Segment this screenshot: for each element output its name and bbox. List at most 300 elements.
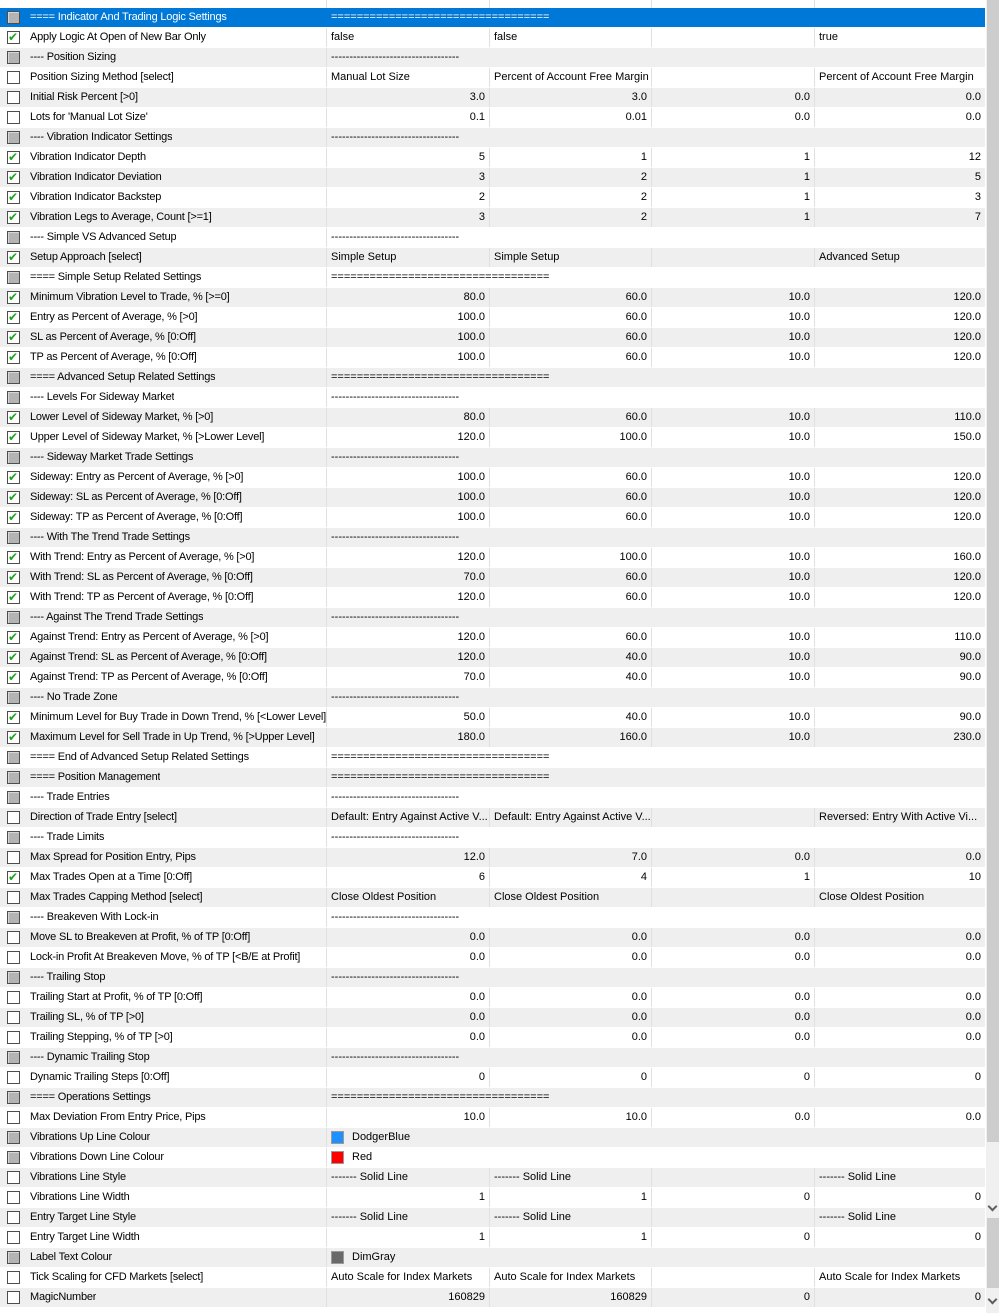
param-row[interactable]: [0, 1128, 985, 1148]
param-row[interactable]: [0, 968, 985, 988]
stop-cell[interactable]: 0: [974, 1071, 981, 1083]
param-row[interactable]: [0, 148, 985, 168]
step-cell[interactable]: 10.0: [652, 588, 815, 607]
value-cell[interactable]: 80.0: [327, 288, 490, 307]
checkbox-section-icon[interactable]: [7, 971, 20, 984]
step-cell[interactable]: 10.0: [652, 628, 815, 647]
step-cell[interactable]: 0.0: [652, 108, 815, 127]
separator-value-cell[interactable]: -----------------------------------: [331, 971, 460, 983]
param-row[interactable]: [0, 708, 985, 728]
value-cell[interactable]: 50.0: [327, 708, 490, 727]
checkbox-checked-icon[interactable]: [7, 351, 20, 364]
param-row[interactable]: [0, 48, 985, 68]
param-row[interactable]: [0, 688, 985, 708]
value-cell[interactable]: Simple Setup: [327, 248, 490, 267]
stop-cell[interactable]: ------- Solid Line: [819, 1211, 897, 1223]
colour-value-cell[interactable]: [327, 1248, 985, 1267]
value-cell[interactable]: 12.0: [327, 848, 490, 867]
start-cell[interactable]: 40.0: [490, 708, 652, 727]
stop-cell[interactable]: 120.0: [953, 471, 981, 483]
start-cell[interactable]: 0.0: [490, 988, 652, 1007]
param-row[interactable]: [0, 268, 985, 288]
step-cell[interactable]: 10.0: [652, 428, 815, 447]
checkbox-unchecked-icon[interactable]: [7, 1211, 20, 1224]
param-row[interactable]: [0, 648, 985, 668]
separator-value-cell[interactable]: ==================================: [331, 1091, 550, 1103]
stop-cell[interactable]: 90.0: [959, 651, 981, 663]
checkbox-unchecked-icon[interactable]: [7, 111, 20, 124]
step-cell[interactable]: 10.0: [652, 348, 815, 367]
checkbox-unchecked-icon[interactable]: [7, 71, 20, 84]
separator-value-cell[interactable]: -----------------------------------: [331, 231, 460, 243]
checkbox-section-icon[interactable]: [7, 831, 20, 844]
checkbox-section-icon[interactable]: [7, 791, 20, 804]
colour-value-cell[interactable]: [327, 1148, 985, 1167]
value-cell[interactable]: 160829: [327, 1288, 490, 1307]
start-cell[interactable]: 0: [490, 1068, 652, 1087]
stop-cell[interactable]: 120.0: [953, 291, 981, 303]
param-row[interactable]: [0, 668, 985, 688]
checkbox-unchecked-icon[interactable]: [7, 851, 20, 864]
param-row[interactable]: [0, 868, 985, 888]
stop-cell[interactable]: Auto Scale for Index Markets: [819, 1271, 961, 1283]
param-row[interactable]: [0, 468, 985, 488]
value-cell[interactable]: 100.0: [327, 328, 490, 347]
separator-value-cell[interactable]: -----------------------------------: [331, 451, 460, 463]
start-cell[interactable]: 60.0: [490, 348, 652, 367]
start-cell[interactable]: 0.0: [490, 1008, 652, 1027]
value-cell[interactable]: 2: [327, 188, 490, 207]
param-row[interactable]: [0, 908, 985, 928]
checkbox-unchecked-icon[interactable]: [7, 891, 20, 904]
colour-value-cell[interactable]: [327, 1128, 985, 1147]
checkbox-checked-icon[interactable]: [7, 491, 20, 504]
separator-value-cell[interactable]: -----------------------------------: [331, 791, 460, 803]
step-cell[interactable]: 0.0: [652, 848, 815, 867]
stop-cell[interactable]: 0.0: [965, 991, 981, 1003]
checkbox-checked-icon[interactable]: [7, 551, 20, 564]
checkbox-section-icon[interactable]: [7, 271, 20, 284]
start-cell[interactable]: 60.0: [490, 628, 652, 647]
checkbox-checked-icon[interactable]: [7, 151, 20, 164]
stop-cell[interactable]: 0.0: [965, 951, 981, 963]
start-cell[interactable]: 7.0: [490, 848, 652, 867]
checkbox-checked-icon[interactable]: [7, 871, 20, 884]
separator-value-cell[interactable]: -----------------------------------: [331, 1051, 460, 1063]
stop-cell[interactable]: 12: [968, 151, 981, 163]
step-cell[interactable]: 1: [652, 188, 815, 207]
param-row[interactable]: [0, 1268, 985, 1288]
start-cell[interactable]: 100.0: [490, 548, 652, 567]
stop-cell[interactable]: 0.0: [965, 931, 981, 943]
param-row[interactable]: [0, 1188, 985, 1208]
stop-cell[interactable]: 90.0: [959, 671, 981, 683]
stop-cell[interactable]: 0: [974, 1231, 981, 1243]
stop-cell[interactable]: 7: [974, 211, 981, 223]
param-row[interactable]: [0, 1148, 985, 1168]
checkbox-section-icon[interactable]: [7, 1251, 20, 1264]
checkbox-section-icon[interactable]: [7, 131, 20, 144]
separator-value-cell[interactable]: -----------------------------------: [331, 531, 460, 543]
stop-cell[interactable]: 0.0: [965, 1011, 981, 1023]
start-cell[interactable]: 2: [490, 208, 652, 227]
value-cell[interactable]: 120.0: [327, 428, 490, 447]
separator-value-cell[interactable]: ==================================: [331, 271, 550, 283]
stop-cell[interactable]: 0.0: [965, 851, 981, 863]
step-cell[interactable]: 10.0: [652, 668, 815, 687]
value-cell[interactable]: 3: [327, 208, 490, 227]
start-cell[interactable]: 4: [490, 868, 652, 887]
start-cell[interactable]: 60.0: [490, 308, 652, 327]
start-cell[interactable]: 1: [490, 148, 652, 167]
separator-value-cell[interactable]: -----------------------------------: [331, 831, 460, 843]
checkbox-unchecked-icon[interactable]: [7, 1031, 20, 1044]
checkbox-checked-icon[interactable]: [7, 731, 20, 744]
value-cell[interactable]: 0.0: [327, 1008, 490, 1027]
param-row[interactable]: [0, 608, 985, 628]
start-cell[interactable]: 40.0: [490, 648, 652, 667]
step-cell[interactable]: 0.0: [652, 928, 815, 947]
param-row[interactable]: [0, 288, 985, 308]
step-cell[interactable]: [652, 888, 815, 907]
param-row[interactable]: [0, 1008, 985, 1028]
step-cell[interactable]: 10.0: [652, 488, 815, 507]
step-cell[interactable]: 10.0: [652, 548, 815, 567]
step-cell[interactable]: 0: [652, 1188, 815, 1207]
checkbox-unchecked-icon[interactable]: [7, 1011, 20, 1024]
separator-value-cell[interactable]: ==================================: [331, 751, 550, 763]
stop-cell[interactable]: Advanced Setup: [819, 251, 900, 263]
checkbox-checked-icon[interactable]: [7, 171, 20, 184]
start-cell[interactable]: 40.0: [490, 668, 652, 687]
param-row[interactable]: [0, 728, 985, 748]
param-row[interactable]: [0, 368, 985, 388]
param-row[interactable]: [0, 228, 985, 248]
step-cell[interactable]: [652, 28, 815, 47]
stop-cell[interactable]: 120.0: [953, 351, 981, 363]
value-cell[interactable]: 120.0: [327, 628, 490, 647]
start-cell[interactable]: 60.0: [490, 408, 652, 427]
checkbox-section-icon[interactable]: [7, 1131, 20, 1144]
stop-cell[interactable]: 110.0: [954, 411, 981, 423]
separator-value-cell[interactable]: -----------------------------------: [331, 51, 460, 63]
step-cell[interactable]: 0.0: [652, 88, 815, 107]
start-cell[interactable]: Auto Scale for Index Markets: [490, 1268, 652, 1287]
start-cell[interactable]: 60.0: [490, 288, 652, 307]
start-cell[interactable]: Default: Entry Against Active V...: [490, 808, 652, 827]
step-cell[interactable]: 10.0: [652, 328, 815, 347]
stop-cell[interactable]: 120.0: [953, 311, 981, 323]
value-cell[interactable]: 70.0: [327, 668, 490, 687]
separator-value-cell[interactable]: -----------------------------------: [331, 391, 460, 403]
start-cell[interactable]: 160829: [490, 1288, 652, 1307]
param-row[interactable]: [0, 588, 985, 608]
start-cell[interactable]: 2: [490, 188, 652, 207]
value-cell[interactable]: 180.0: [327, 728, 490, 747]
param-row[interactable]: [0, 628, 985, 648]
param-row[interactable]: [0, 1068, 985, 1088]
param-row[interactable]: [0, 1048, 985, 1068]
value-cell[interactable]: 0.0: [327, 928, 490, 947]
step-cell[interactable]: 10.0: [652, 288, 815, 307]
checkbox-checked-icon[interactable]: [7, 631, 20, 644]
checkbox-checked-icon[interactable]: [7, 471, 20, 484]
start-cell[interactable]: 60.0: [490, 328, 652, 347]
param-row[interactable]: [0, 788, 985, 808]
checkbox-section-icon[interactable]: [7, 531, 20, 544]
stop-cell[interactable]: 0.0: [965, 91, 981, 103]
value-cell[interactable]: 0.1: [327, 108, 490, 127]
start-cell[interactable]: Percent of Account Free Margin: [490, 68, 652, 87]
param-row[interactable]: [0, 308, 985, 328]
checkbox-checked-icon[interactable]: [7, 411, 20, 424]
checkbox-checked-icon[interactable]: [7, 671, 20, 684]
checkbox-section-icon[interactable]: [7, 1091, 20, 1104]
param-row[interactable]: [0, 888, 985, 908]
step-cell[interactable]: 0.0: [652, 948, 815, 967]
separator-value-cell[interactable]: ==================================: [331, 771, 550, 783]
param-row[interactable]: [0, 208, 985, 228]
param-row[interactable]: [0, 928, 985, 948]
scrollbar-thumb-outer[interactable]: [987, 1218, 999, 1288]
stop-cell[interactable]: 5: [974, 171, 981, 183]
value-cell[interactable]: 80.0: [327, 408, 490, 427]
value-cell[interactable]: 120.0: [327, 548, 490, 567]
step-cell[interactable]: [652, 68, 815, 87]
stop-cell[interactable]: 120.0: [953, 331, 981, 343]
param-row[interactable]: [0, 948, 985, 968]
value-cell[interactable]: 100.0: [327, 488, 490, 507]
value-cell[interactable]: 100.0: [327, 348, 490, 367]
param-row[interactable]: [0, 428, 985, 448]
value-cell[interactable]: Manual Lot Size: [327, 68, 490, 87]
param-row[interactable]: [0, 548, 985, 568]
checkbox-checked-icon[interactable]: [7, 591, 20, 604]
start-cell[interactable]: 60.0: [490, 588, 652, 607]
separator-value-cell[interactable]: -----------------------------------: [331, 611, 460, 623]
step-cell[interactable]: 0: [652, 1288, 815, 1307]
checkbox-checked-icon[interactable]: [7, 711, 20, 724]
step-cell[interactable]: 10.0: [652, 408, 815, 427]
checkbox-checked-icon[interactable]: [7, 571, 20, 584]
param-row[interactable]: [0, 28, 985, 48]
step-cell[interactable]: 1: [652, 868, 815, 887]
value-cell[interactable]: ------- Solid Line: [327, 1208, 490, 1227]
start-cell[interactable]: 1: [490, 1188, 652, 1207]
step-cell[interactable]: 1: [652, 208, 815, 227]
checkbox-unchecked-icon[interactable]: [7, 1231, 20, 1244]
param-row[interactable]: [0, 568, 985, 588]
step-cell[interactable]: [652, 248, 815, 267]
param-row[interactable]: [0, 748, 985, 768]
value-cell[interactable]: 100.0: [327, 468, 490, 487]
value-cell[interactable]: 10.0: [327, 1108, 490, 1127]
value-cell[interactable]: 0.0: [327, 948, 490, 967]
checkbox-checked-icon[interactable]: [7, 331, 20, 344]
step-cell[interactable]: 10.0: [652, 728, 815, 747]
stop-cell[interactable]: 3: [974, 191, 981, 203]
param-row[interactable]: [0, 188, 985, 208]
stop-cell[interactable]: 160.0: [953, 551, 981, 563]
start-cell[interactable]: 10.0: [490, 1108, 652, 1127]
step-cell[interactable]: 10.0: [652, 468, 815, 487]
value-cell[interactable]: Close Oldest Position: [327, 888, 490, 907]
checkbox-section-icon[interactable]: [7, 751, 20, 764]
value-cell[interactable]: 100.0: [327, 308, 490, 327]
start-cell[interactable]: 100.0: [490, 428, 652, 447]
step-cell[interactable]: 1: [652, 168, 815, 187]
start-cell[interactable]: 60.0: [490, 468, 652, 487]
stop-cell[interactable]: 230.0: [953, 731, 981, 743]
step-cell[interactable]: 10.0: [652, 508, 815, 527]
checkbox-section-icon[interactable]: [7, 451, 20, 464]
value-cell[interactable]: Auto Scale for Index Markets: [327, 1268, 490, 1287]
checkbox-unchecked-icon[interactable]: [7, 1271, 20, 1284]
param-row[interactable]: [0, 408, 985, 428]
checkbox-unchecked-icon[interactable]: [7, 1171, 20, 1184]
param-row[interactable]: [0, 1088, 985, 1108]
checkbox-section-icon[interactable]: [7, 691, 20, 704]
value-cell[interactable]: 1: [327, 1228, 490, 1247]
checkbox-unchecked-icon[interactable]: [7, 1071, 20, 1084]
checkbox-unchecked-icon[interactable]: [7, 951, 20, 964]
checkbox-checked-icon[interactable]: [7, 311, 20, 324]
param-row[interactable]: [0, 128, 985, 148]
value-cell[interactable]: Default: Entry Against Active V...: [327, 808, 490, 827]
start-cell[interactable]: 60.0: [490, 568, 652, 587]
checkbox-checked-icon[interactable]: [7, 31, 20, 44]
checkbox-unchecked-icon[interactable]: [7, 1191, 20, 1204]
start-cell[interactable]: Simple Setup: [490, 248, 652, 267]
param-row[interactable]: [0, 388, 985, 408]
checkbox-section-icon[interactable]: [7, 911, 20, 924]
start-cell[interactable]: false: [490, 28, 652, 47]
param-row[interactable]: [0, 448, 985, 468]
param-row[interactable]: [0, 1208, 985, 1228]
param-row[interactable]: [0, 168, 985, 188]
param-row[interactable]: [0, 1288, 985, 1308]
value-cell[interactable]: 3.0: [327, 88, 490, 107]
param-row[interactable]: [0, 88, 985, 108]
checkbox-checked-icon[interactable]: [7, 431, 20, 444]
checkbox-section-icon[interactable]: [7, 371, 20, 384]
checkbox-section-icon[interactable]: [7, 611, 20, 624]
checkbox-section-icon[interactable]: [7, 1051, 20, 1064]
param-row[interactable]: [0, 248, 985, 268]
param-row[interactable]: [0, 348, 985, 368]
checkbox-unchecked-icon[interactable]: [7, 811, 20, 824]
stop-cell[interactable]: Close Oldest Position: [819, 891, 925, 903]
start-cell[interactable]: 0.0: [490, 1028, 652, 1047]
step-cell[interactable]: 10.0: [652, 308, 815, 327]
value-cell[interactable]: false: [327, 28, 490, 47]
checkbox-section-icon[interactable]: [7, 11, 20, 24]
scroll-down-icon[interactable]: [989, 1296, 996, 1303]
checkbox-section-icon[interactable]: [7, 391, 20, 404]
start-cell[interactable]: 1: [490, 1228, 652, 1247]
stop-cell[interactable]: 120.0: [953, 511, 981, 523]
step-cell[interactable]: 0.0: [652, 1028, 815, 1047]
separator-value-cell[interactable]: ==================================: [331, 11, 550, 23]
stop-cell[interactable]: 90.0: [959, 711, 981, 723]
stop-cell[interactable]: 0: [974, 1191, 981, 1203]
start-cell[interactable]: 60.0: [490, 488, 652, 507]
step-cell[interactable]: 0: [652, 1068, 815, 1087]
start-cell[interactable]: ------- Solid Line: [490, 1208, 652, 1227]
value-cell[interactable]: ------- Solid Line: [327, 1168, 490, 1187]
value-cell[interactable]: 5: [327, 148, 490, 167]
param-row[interactable]: [0, 828, 985, 848]
step-cell[interactable]: 0: [652, 1228, 815, 1247]
param-row[interactable]: [0, 488, 985, 508]
param-row[interactable]: [0, 988, 985, 1008]
stop-cell[interactable]: 10: [968, 871, 981, 883]
stop-cell[interactable]: true: [819, 31, 838, 43]
separator-value-cell[interactable]: -----------------------------------: [331, 691, 460, 703]
stop-cell[interactable]: Reversed: Entry With Active Vi...: [819, 811, 978, 823]
start-cell[interactable]: Close Oldest Position: [490, 888, 652, 907]
scrollbar[interactable]: [985, 0, 999, 1313]
stop-cell[interactable]: 0.0: [965, 111, 981, 123]
param-row[interactable]: [0, 1228, 985, 1248]
start-cell[interactable]: 0.0: [490, 928, 652, 947]
step-cell[interactable]: [652, 808, 815, 827]
stop-cell[interactable]: 150.0: [953, 431, 981, 443]
separator-value-cell[interactable]: -----------------------------------: [331, 131, 460, 143]
value-cell[interactable]: 0.0: [327, 988, 490, 1007]
stop-cell[interactable]: Percent of Account Free Margin: [819, 71, 974, 83]
checkbox-checked-icon[interactable]: [7, 191, 20, 204]
checkbox-checked-icon[interactable]: [7, 291, 20, 304]
start-cell[interactable]: 0.01: [490, 108, 652, 127]
checkbox-checked-icon[interactable]: [7, 511, 20, 524]
param-row[interactable]: [0, 108, 985, 128]
step-cell[interactable]: [652, 1208, 815, 1227]
checkbox-section-icon[interactable]: [7, 51, 20, 64]
value-cell[interactable]: 0: [327, 1068, 490, 1087]
stop-cell[interactable]: 110.0: [954, 631, 981, 643]
value-cell[interactable]: 3: [327, 168, 490, 187]
separator-value-cell[interactable]: ==================================: [331, 371, 550, 383]
param-row[interactable]: [0, 1028, 985, 1048]
value-cell[interactable]: 120.0: [327, 648, 490, 667]
start-cell[interactable]: 0.0: [490, 948, 652, 967]
scrollbar-thumb[interactable]: [987, 0, 999, 1142]
param-row[interactable]: [0, 8, 985, 28]
value-cell[interactable]: 70.0: [327, 568, 490, 587]
start-cell[interactable]: 3.0: [490, 88, 652, 107]
start-cell[interactable]: 2: [490, 168, 652, 187]
checkbox-checked-icon[interactable]: [7, 251, 20, 264]
checkbox-section-icon[interactable]: [7, 1151, 20, 1164]
step-cell[interactable]: 10.0: [652, 708, 815, 727]
start-cell[interactable]: ------- Solid Line: [490, 1168, 652, 1187]
param-row[interactable]: [0, 768, 985, 788]
value-cell[interactable]: 0.0: [327, 1028, 490, 1047]
param-row[interactable]: [0, 1168, 985, 1188]
stop-cell[interactable]: 0: [974, 1291, 981, 1303]
stop-cell[interactable]: ------- Solid Line: [819, 1171, 897, 1183]
param-row[interactable]: [0, 1108, 985, 1128]
step-cell[interactable]: 0.0: [652, 988, 815, 1007]
checkbox-checked-icon[interactable]: [7, 651, 20, 664]
stop-cell[interactable]: 0.0: [965, 1111, 981, 1123]
param-row[interactable]: [0, 508, 985, 528]
checkbox-unchecked-icon[interactable]: [7, 1111, 20, 1124]
checkbox-unchecked-icon[interactable]: [7, 991, 20, 1004]
stop-cell[interactable]: 120.0: [953, 571, 981, 583]
checkbox-unchecked-icon[interactable]: [7, 931, 20, 944]
